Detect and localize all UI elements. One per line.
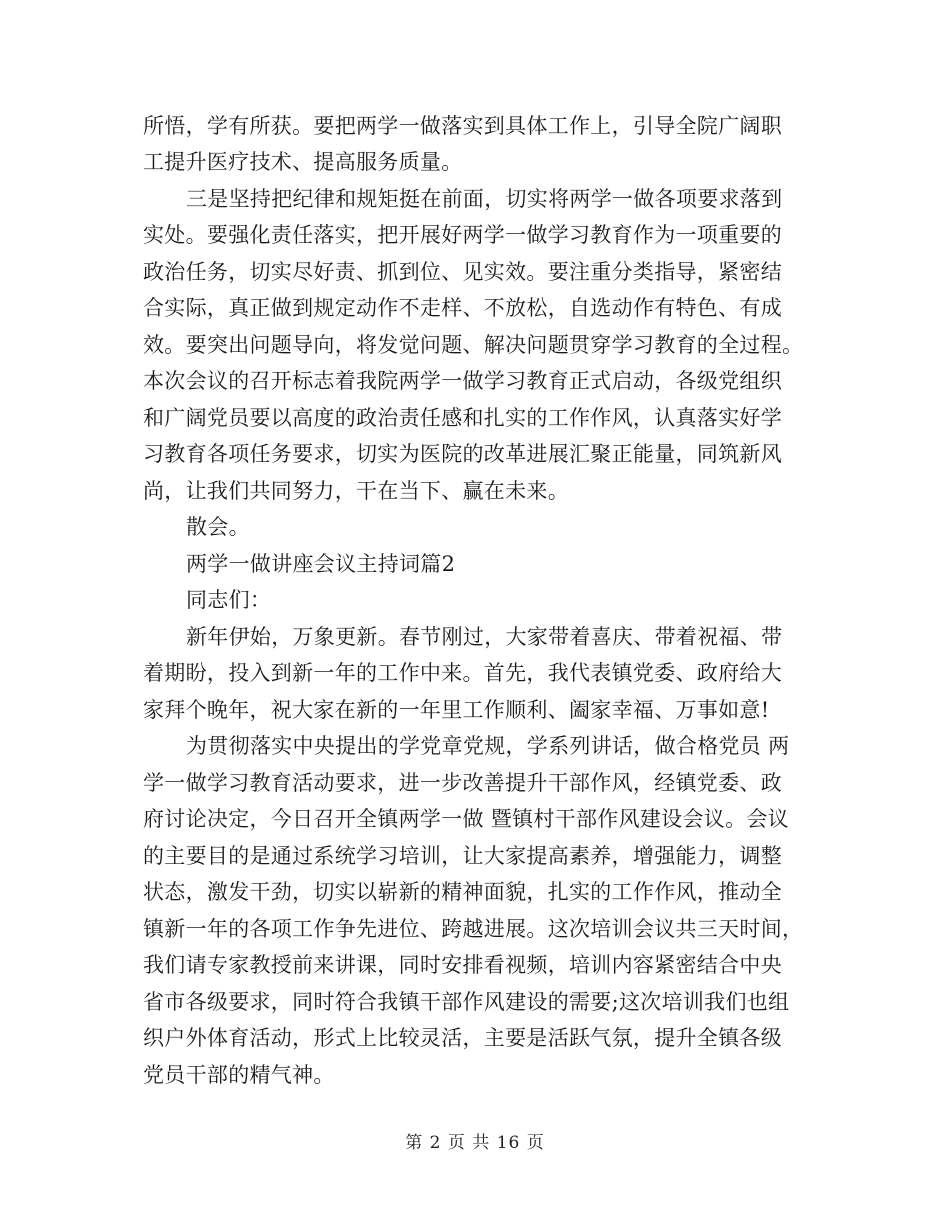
text-line: 家拜个晚年，祝大家在新的一年里工作顺利、阖家幸福、万事如意!: [143, 698, 770, 722]
text-line: 和广阔党员要以高度的政治责任感和扎实的工作作风，认真落实好学: [143, 406, 782, 430]
text-line: 状态，激发干劲，切实以崭新的精神面貌，扎实的工作作风，推动全: [143, 880, 782, 904]
text-line: 习教育各项任务要求，切实为医院的改革进展汇聚正能量，同筑新风: [143, 442, 782, 466]
text-line: 着期盼，投入到新一年的工作中来。首先，我代表镇党委、政府给大: [143, 661, 782, 685]
text-line: 政治任务，切实尽好责、抓到位、见实效。要注重分类指导，紧密结: [143, 260, 782, 284]
text-line: 府讨论决定，今日召开全镇两学一做 暨镇村干部作风建设会议。会议: [143, 807, 789, 831]
salutation: 同志们：: [186, 588, 272, 612]
text-line: 省市各级要求，同时符合我镇干部作风建设的需要;这次培训我们也组: [143, 990, 790, 1014]
text-line: 效。要突出问题导向，将发觉问题、解决问题贯穿学习教育的全过程。: [143, 333, 804, 357]
text-line: 党员干部的精气神。: [143, 1063, 335, 1087]
text-line: 三是坚持把纪律和规矩挺在前面，切实将两学一做各项要求落到: [186, 187, 783, 211]
text-line: 尚，让我们共同努力，干在当下、赢在未来。: [143, 479, 569, 503]
text-line: 本次会议的召开标志着我院两学一做学习教育正式启动，各级党组织: [143, 369, 782, 393]
text-line: 新年伊始，万象更新。春节刚过，大家带着喜庆、带着祝福、带: [186, 625, 783, 649]
text-line: 合实际，真正做到规定动作不走样、不放松，自选动作有特色、有成: [143, 296, 782, 320]
text-line: 织户外体育活动，形式上比较灵活，主要是活跃气氛，提升全镇各级: [143, 1026, 782, 1050]
page-number-footer: 第 2 页 共 16 页: [405, 1133, 545, 1153]
text-line: 学一做学习教育活动要求，进一步改善提升干部作风，经镇党委、政: [143, 771, 782, 795]
section-heading: 两学一做讲座会议主持词篇2: [186, 552, 456, 576]
text-line: 的主要目的是通过系统学习培训，让大家提高素养，增强能力，调整: [143, 844, 782, 868]
text-line: 我们请专家教授前来讲课，同时安排看视频，培训内容紧密结合中央: [143, 953, 782, 977]
text-line: 散会。: [186, 515, 250, 539]
text-line: 镇新一年的各项工作争先进位、跨越进展。这次培训会议共三天时间，: [143, 917, 804, 941]
text-line: 所悟，学有所获。要把两学一做落实到具体工作上，引导全院广阔职: [143, 114, 782, 138]
text-line: 为贯彻落实中央提出的学党章党规，学系列讲话，做合格党员 两: [186, 734, 790, 758]
text-line: 实处。要强化责任落实，把开展好两学一做学习教育作为一项重要的: [143, 223, 782, 247]
text-line: 工提升医疗技术、提高服务质量。: [143, 150, 463, 174]
